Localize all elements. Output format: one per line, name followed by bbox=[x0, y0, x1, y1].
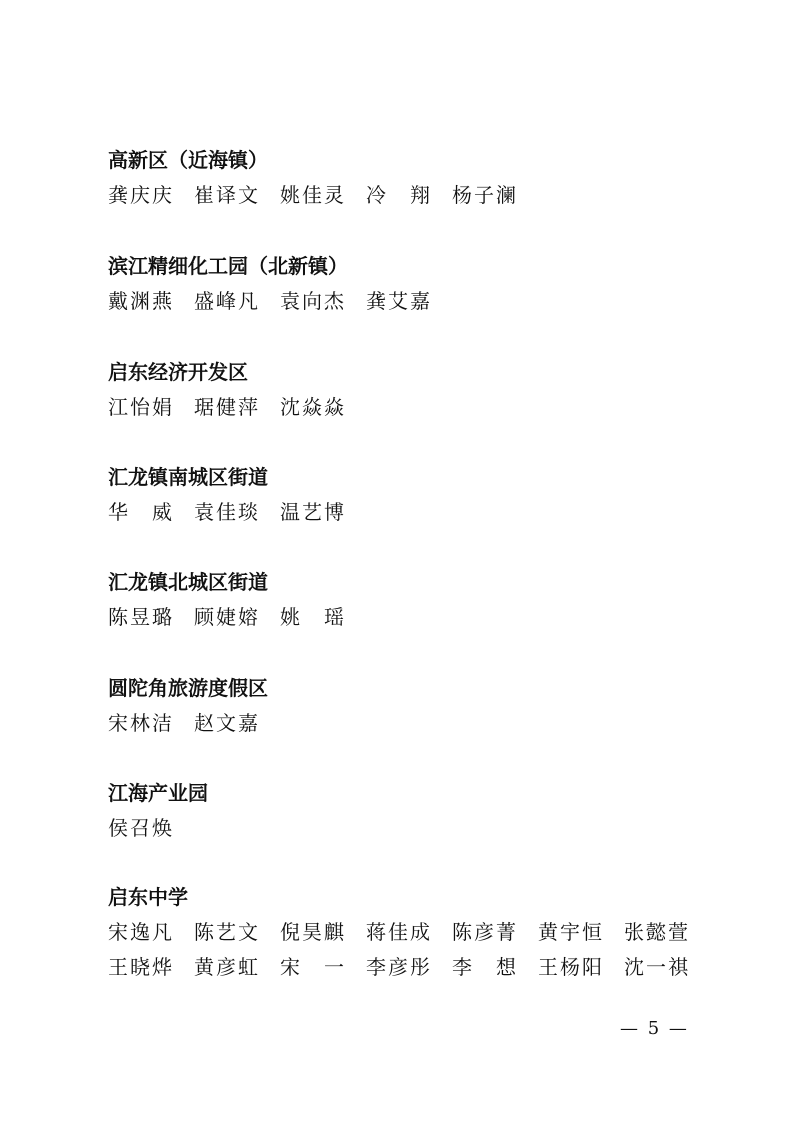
person-name: 袁向杰 bbox=[280, 289, 346, 313]
person-name: 李 想 bbox=[452, 955, 518, 979]
person-name: 姚佳灵 bbox=[280, 183, 346, 207]
name-row bbox=[108, 183, 728, 207]
person-name: 宋 一 bbox=[280, 955, 346, 979]
person-name: 蒋佳成 bbox=[366, 920, 432, 944]
section-beicheng bbox=[108, 570, 728, 640]
page-number: — 5 — bbox=[620, 1018, 689, 1039]
person-name: 江怡娟 bbox=[108, 395, 174, 419]
section-heading: 高新区（近海镇） bbox=[108, 148, 268, 172]
section-heading: 启东经济开发区 bbox=[108, 360, 248, 384]
person-name: 宋林洁 bbox=[108, 711, 174, 735]
name-row bbox=[108, 955, 728, 979]
person-name: 陈艺文 bbox=[194, 920, 260, 944]
section-qidong-school bbox=[108, 885, 728, 990]
person-name: 顾婕嫆 bbox=[194, 605, 260, 629]
person-name: 沈一祺 bbox=[624, 955, 690, 979]
person-name: 陈昱璐 bbox=[108, 605, 174, 629]
person-name: 侯召焕 bbox=[108, 816, 174, 840]
name-list bbox=[108, 183, 728, 207]
name-list bbox=[108, 816, 728, 840]
section-yuantuojiao bbox=[108, 676, 728, 746]
person-name: 龚庆庆 bbox=[108, 183, 174, 207]
person-name: 王杨阳 bbox=[538, 955, 604, 979]
person-name: 杨子澜 bbox=[452, 183, 518, 207]
name-list bbox=[108, 395, 728, 419]
person-name: 宋逸凡 bbox=[108, 920, 174, 944]
name-row bbox=[108, 500, 728, 524]
section-heading: 汇龙镇南城区街道 bbox=[108, 465, 268, 489]
name-row bbox=[108, 711, 728, 735]
name-row bbox=[108, 605, 728, 629]
person-name: 戴渊燕 bbox=[108, 289, 174, 313]
person-name: 赵文嘉 bbox=[194, 711, 260, 735]
section-heading: 圆陀角旅游度假区 bbox=[108, 676, 268, 700]
section-jianghai bbox=[108, 781, 728, 851]
person-name: 李彦彤 bbox=[366, 955, 432, 979]
person-name: 张懿萱 bbox=[624, 920, 690, 944]
person-name: 冷 翔 bbox=[366, 183, 432, 207]
person-name: 陈彦菁 bbox=[452, 920, 518, 944]
section-heading: 汇龙镇北城区街道 bbox=[108, 570, 268, 594]
person-name: 温艺博 bbox=[280, 500, 346, 524]
person-name: 琚健萍 bbox=[194, 395, 260, 419]
section-heading: 滨江精细化工园（北新镇） bbox=[108, 254, 348, 278]
section-nancheng bbox=[108, 465, 728, 535]
section-heading: 启东中学 bbox=[108, 885, 188, 909]
name-row bbox=[108, 920, 728, 944]
name-row bbox=[108, 289, 728, 313]
person-name: 华 威 bbox=[108, 500, 174, 524]
person-name: 崔译文 bbox=[194, 183, 260, 207]
person-name: 盛峰凡 bbox=[194, 289, 260, 313]
section-gaoxin bbox=[108, 148, 728, 218]
person-name: 龚艾嘉 bbox=[366, 289, 432, 313]
person-name: 姚 瑶 bbox=[280, 605, 346, 629]
person-name: 袁佳琰 bbox=[194, 500, 260, 524]
name-list bbox=[108, 711, 728, 735]
name-list bbox=[108, 605, 728, 629]
name-list bbox=[108, 500, 728, 524]
section-qidong-econ bbox=[108, 360, 728, 430]
person-name: 王晓烨 bbox=[108, 955, 174, 979]
name-list bbox=[108, 920, 728, 979]
person-name: 黄彦虹 bbox=[194, 955, 260, 979]
name-list bbox=[108, 289, 728, 313]
section-heading: 江海产业园 bbox=[108, 781, 208, 805]
person-name: 沈焱焱 bbox=[280, 395, 346, 419]
person-name: 倪昊麒 bbox=[280, 920, 346, 944]
person-name: 黄宇恒 bbox=[538, 920, 604, 944]
name-row bbox=[108, 816, 728, 840]
name-row bbox=[108, 395, 728, 419]
section-binjiang bbox=[108, 254, 728, 324]
